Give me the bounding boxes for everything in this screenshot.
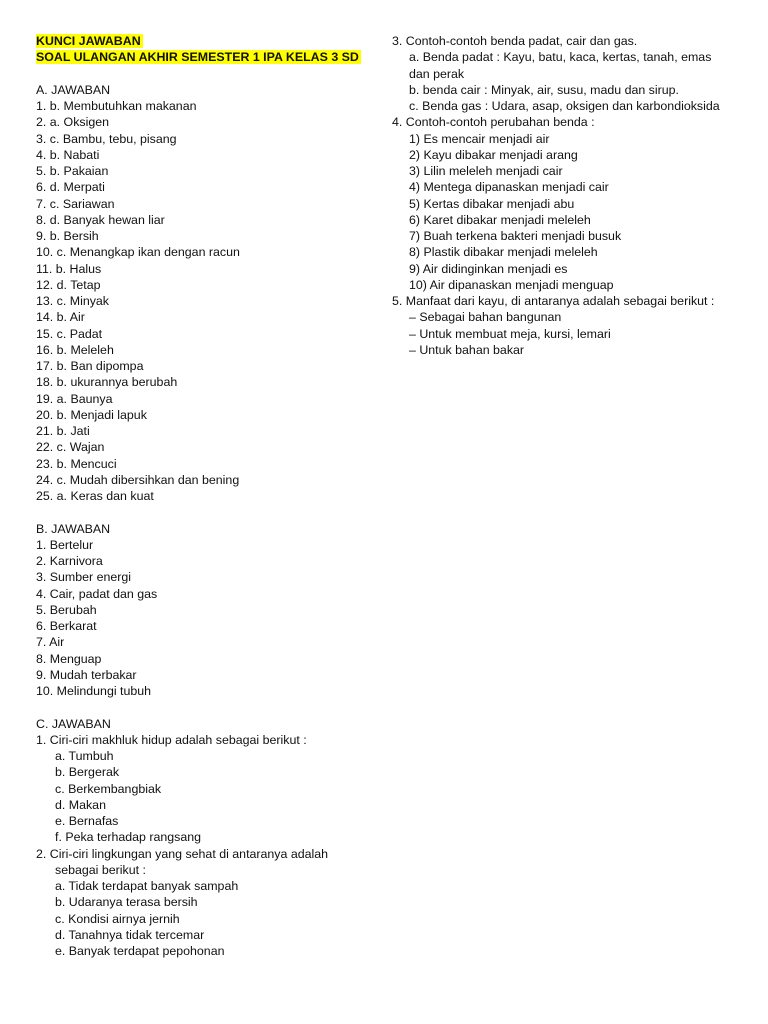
answer-item: 3. Sumber energi (36, 570, 132, 585)
list-item: 1) Es mencair menjadi air (409, 131, 550, 146)
question-5-list (392, 309, 752, 358)
answer-item: 16. b. Meleleh (36, 342, 114, 357)
answer-item: 18. b. ukurannya berubah (36, 375, 178, 390)
list-item: c. Kondisi airnya jernih (55, 911, 180, 926)
answer-item: 25. a. Keras dan kuat (36, 489, 154, 503)
answer-item: 10. c. Menangkap ikan dengan racun (36, 245, 240, 260)
answer-item: 9. b. Bersih (36, 229, 99, 243)
answer-item: 9. Mudah terbakar (36, 667, 137, 682)
list-item: 6) Karet dibakar menjadi meleleh (409, 212, 591, 227)
answer-item: 7. c. Sariawan (36, 196, 115, 211)
answer-item: 13. c. Minyak (36, 294, 109, 308)
question-3-list (392, 49, 752, 114)
list-item: 3) Lilin meleleh menjadi cair (409, 164, 563, 178)
answer-item: 1. b. Membutuhkan makanan (36, 99, 197, 113)
section-c-heading: C. JAWABAN (36, 716, 111, 731)
list-item: 4) Mentega dipanaskan menjadi cair (409, 180, 609, 195)
section-a-list (36, 98, 386, 504)
answer-item: 11. b. Halus (36, 261, 102, 276)
list-item: – Untuk bahan bakar (409, 342, 525, 357)
list-item: a. Tumbuh (55, 749, 114, 763)
list-item: b. Bergerak (55, 765, 120, 780)
list-item: d. Makan (55, 797, 106, 812)
answer-item: 23. b. Mencuci (36, 456, 117, 471)
answer-item: 4. b. Nabati (36, 147, 100, 162)
list-item: a. Tidak terdapat banyak sampah (55, 879, 239, 893)
answer-item: 12. d. Tetap (36, 277, 101, 292)
answer-item: 22. c. Wajan (36, 440, 105, 455)
doc-subtitle: SOAL ULANGAN AKHIR SEMESTER 1 IPA KELAS 3 SD (36, 50, 359, 65)
question-5-text: 5. Manfaat dari kayu, di antaranya adalah sebagai berikut : (392, 294, 715, 308)
answer-item: 6. d. Merpati (36, 180, 105, 195)
list-item: a. Benda padat : Kayu, batu, kaca, kertas, tanah, emas dan perak (409, 50, 712, 81)
answer-item: 1. Bertelur (36, 537, 94, 552)
answer-item: 6. Berkarat (36, 619, 97, 633)
question-2-text-cont: sebagai berikut : (55, 862, 146, 877)
answer-item: 21. b. Jati (36, 424, 90, 438)
answer-item: 20. b. Menjadi lapuk (36, 407, 147, 422)
answer-item: 15. c. Padat (36, 326, 103, 341)
list-item: – Untuk membuat meja, kursi, lemari (409, 326, 611, 341)
section-b-heading: B. JAWABAN (36, 521, 111, 536)
section-b-list (36, 537, 386, 700)
list-item: b. Udaranya terasa bersih (55, 895, 198, 910)
question-4-list (392, 131, 752, 294)
list-item: 7) Buah terkena bakteri menjadi busuk (409, 229, 622, 243)
question-3-text: 3. Contoh-contoh benda padat, cair dan gas. (392, 34, 638, 48)
question-1-text: 1. Ciri-ciri makhluk hidup adalah sebagai berikut : (36, 732, 307, 747)
list-item: 9) Air didinginkan menjadi es (409, 261, 568, 276)
answer-item: 19. a. Baunya (36, 391, 113, 406)
list-item: 2) Kayu dibakar menjadi arang (409, 147, 578, 162)
right-column (392, 33, 752, 358)
answer-item: 2. Karnivora (36, 554, 103, 568)
answer-item: 5. Berubah (36, 602, 97, 617)
list-item: – Sebagai bahan bangunan (409, 310, 562, 325)
answer-item: 14. b. Air (36, 310, 85, 325)
list-item: f. Peka terhadap rangsang (55, 830, 202, 845)
list-item: c. Benda gas : Udara, asap, oksigen dan karbondioksida (409, 99, 720, 113)
answer-item: 24. c. Mudah dibersihkan dan bening (36, 472, 240, 487)
answer-item: 8. d. Banyak hewan liar (36, 212, 165, 227)
answer-item: 8. Menguap (36, 651, 102, 666)
answer-item: 17. b. Ban dipompa (36, 359, 144, 373)
list-item: e. Bernafas (55, 814, 119, 828)
list-item: 8) Plastik dibakar menjadi meleleh (409, 245, 598, 260)
answer-item: 10. Melindungi tubuh (36, 684, 152, 698)
list-item: e. Banyak terdapat pepohonan (55, 944, 225, 958)
list-item: c. Berkembangbiak (55, 781, 162, 796)
section-a-heading: A. JAWABAN (36, 82, 111, 97)
question-4-text: 4. Contoh-contoh perubahan benda : (392, 115, 595, 130)
answer-item: 5. b. Pakaian (36, 164, 109, 178)
doc-title: KUNCI JAWABAN (36, 34, 141, 48)
answer-item: 4. Cair, padat dan gas (36, 586, 158, 601)
question-2-text: 2. Ciri-ciri lingkungan yang sehat di antaranya adalah (36, 846, 329, 861)
list-item: 10) Air dipanaskan menjadi menguap (409, 277, 614, 292)
question-2-list (36, 878, 386, 959)
list-item: 5) Kertas dibakar menjadi abu (409, 196, 575, 211)
left-column (36, 33, 386, 959)
answer-item: 3. c. Bambu, tebu, pisang (36, 131, 177, 146)
answer-item: 2. a. Oksigen (36, 115, 110, 130)
question-1-list (36, 748, 386, 846)
answer-item: 7. Air (36, 635, 65, 650)
list-item: d. Tanahnya tidak tercemar (55, 927, 205, 942)
list-item: b. benda cair : Minyak, air, susu, madu dan sirup. (409, 82, 679, 97)
